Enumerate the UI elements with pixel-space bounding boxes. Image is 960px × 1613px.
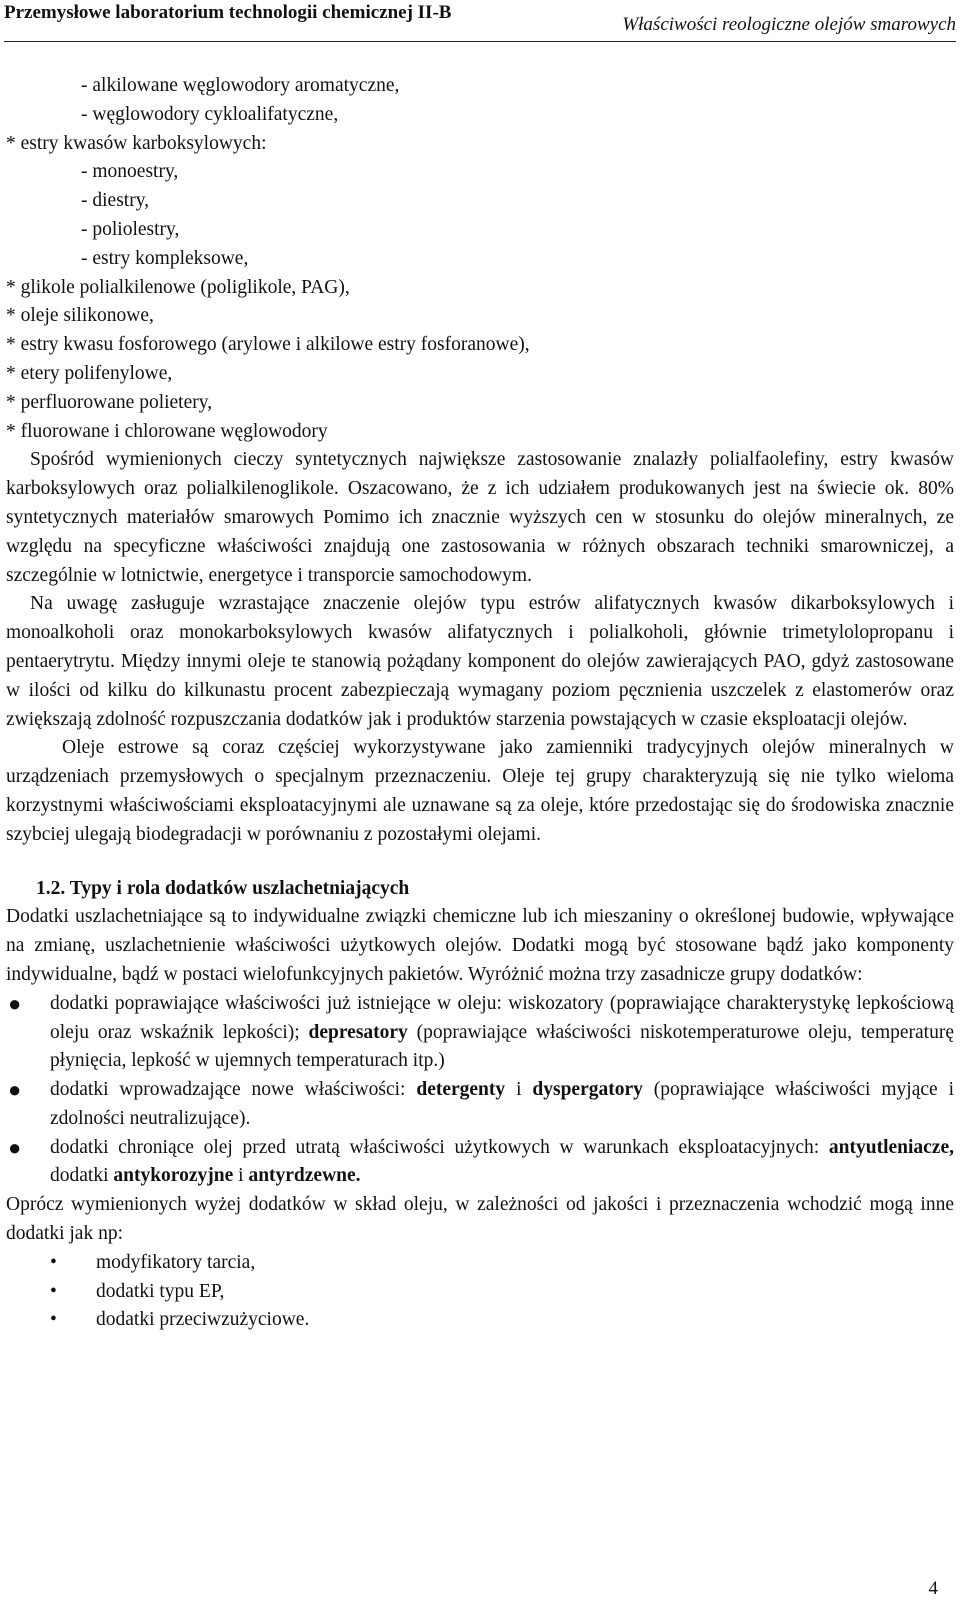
page-number: 4 (928, 1578, 938, 1599)
paragraph-other-additives: Oprócz wymienionych wyżej dodatków w skład oleju, w zależności od jakości i przeznaczenia wchodzić mogą inne dodatki jak np: (6, 1194, 954, 1245)
list-item (6, 1278, 954, 1307)
list-item: - monoestry, (81, 161, 179, 183)
bullet-keyword: antyrdzewne. (248, 1165, 361, 1187)
list-item: * glikole polialkilenowe (poliglikole, PAG), (6, 276, 350, 298)
list-item: - estry kompleksowe, (81, 247, 249, 269)
list-item: * oleje silikonowe, (6, 305, 154, 327)
document-body (6, 72, 954, 1335)
list-item-text: dodatki typu EP, (96, 1280, 225, 1302)
bullet-keyword: antyutleniacze, (828, 1136, 954, 1158)
section-heading (6, 875, 954, 904)
bullet-icon: • (50, 1280, 57, 1302)
list-item (6, 1306, 954, 1335)
page-header (0, 0, 960, 46)
header-course-title: Przemysłowe laboratorium technologii chemicznej II-B (4, 2, 452, 23)
bullet-text: dodatki poprawiające właściwości już istniejące w oleju: wiskozatory (poprawiające charakterystykę lepkościową oleju oraz wskaźnik lepkości); (50, 992, 954, 1043)
bullet-icon: ● (8, 1077, 22, 1103)
section-number: 1.2. (36, 877, 66, 899)
bullet-text: dodatki (50, 1165, 114, 1187)
bullet-icon: ● (8, 1134, 22, 1160)
list-item: - poliolestry, (81, 218, 180, 240)
bullet-keyword: dyspergatory (532, 1079, 643, 1101)
bullet-keyword: antykorozyjne (113, 1165, 234, 1187)
list-item: - diestry, (81, 190, 150, 212)
bullet-icon: ● (8, 990, 22, 1016)
header-topic-title: Właściwości reologiczne olejów smarowych (622, 14, 956, 35)
bullet-text: i (505, 1079, 533, 1101)
bullet-text: dodatki chroniące olej przed utratą właściwości użytkowych w warunkach eksploatacyjnych: (50, 1136, 829, 1158)
paragraph-additives-intro: Dodatki uszlachetniające są to indywidualne związki chemiczne lub ich mieszaniny o określonej budowie, wpływające na zmianę, uszlachetnienie właściwości użytkowych olejów. Dodatki mogą być stosowane bądź jako komponenty indywidualne, bądź w postaci wielofunkcyjnych pakietów. Wyróżnić można trzy zasadnicze grupy dodatków: (6, 906, 954, 985)
header-divider (4, 41, 956, 42)
list-item: * etery polifenylowe, (6, 362, 173, 384)
bullet-text: (poprawiające właściwości myjące i zdolności neutralizujące). (50, 1079, 954, 1129)
list-item: * fluorowane i chlorowane węglowodory (6, 420, 328, 442)
paragraph-synthetic-oils: Spośród wymienionych cieczy syntetycznych największe zastosowanie znalazły polialfaolefiny, estry kwasów karboksylowych oraz polialkilenoglikole. Oszacowano, że z ich udziałem produkowanych jest na świecie ok. 80% syntetycznych materiałów smarowych Pomimo ich znacznie wyższych cen w stosunku do olejów mineralnych, ze względu na specyficzne właściwości znajdują one zastosowania w różnych obszarach techniki smarowniczej, a szczególnie w lotnictwie, energetyce i transporcie samochodowym. (6, 449, 954, 586)
list-item (6, 1249, 954, 1278)
list-item: * perfluorowane polietery, (6, 391, 213, 413)
list-item-text: dodatki przeciwzużyciowe. (96, 1309, 310, 1331)
bullet-text: (poprawiające właściwości niskotemperaturowe oleju, temperaturę płynięcia, lepkość w ujemnych temperaturach itp.) (50, 1021, 954, 1072)
paragraph-biodegradation: Oleje estrowe są coraz częściej wykorzystywane jako zamienniki tradycyjnych olejów mineralnych w urządzeniach przemysłowych o specjalnym przeznaczeniu. Oleje tej grupy charakteryzują się nie tylko wieloma korzystnymi właściwościami eksploatacyjnymi ale uznawane są za oleje, które przedostając się do środowiska znacznie szybciej ulegają biodegradacji w porównaniu z pozostałymi olejami. (6, 737, 954, 845)
bullet-item (6, 1076, 954, 1134)
bullet-item (6, 990, 954, 1076)
bullet-keyword: depresatory (308, 1021, 408, 1043)
list-item: - alkilowane węglowodory aromatyczne, (81, 75, 400, 96)
list-item: * estry kwasu fosforowego (arylowe i alkilowe estry fosforanowe), (6, 334, 530, 356)
list-item: - węglowodory cykloalifatyczne, (81, 103, 339, 125)
bullet-icon: • (50, 1251, 57, 1273)
bullet-icon: • (50, 1309, 57, 1331)
bullet-item (6, 1134, 954, 1192)
section-title: Typy i rola dodatków uszlachetniających (69, 877, 410, 899)
list-item: * estry kwasów karboksylowych: (6, 132, 267, 154)
list-item-text: modyfikatory tarcia, (96, 1251, 256, 1273)
bullet-text: dodatki wprowadzające nowe właściwości: (50, 1079, 417, 1101)
bullet-keyword: detergenty (416, 1079, 506, 1101)
bullet-text: i (233, 1165, 249, 1187)
paragraph-ester-oils: Na uwagę zasługuje wzrastające znaczenie olejów typu estrów alifatycznych kwasów dikarboksylowych i monoalkoholi oraz monokarboksylowych kwasów alifatycznych i polialkoholi, głównie trimetylolopropanu i pentaerytrytu. Między innymi oleje te stanowią pożądany komponent do olejów zawierających PAO, gdyż zastosowane w ilości od kilku do kilkunastu procent zabezpieczają wymagany poziom pęcznienia uszczelek z elastomerów oraz zwiększają zdolność rozpuszczania dodatków jak i produktów starzenia powstających w czasie eksploatacji olejów. (6, 593, 954, 730)
